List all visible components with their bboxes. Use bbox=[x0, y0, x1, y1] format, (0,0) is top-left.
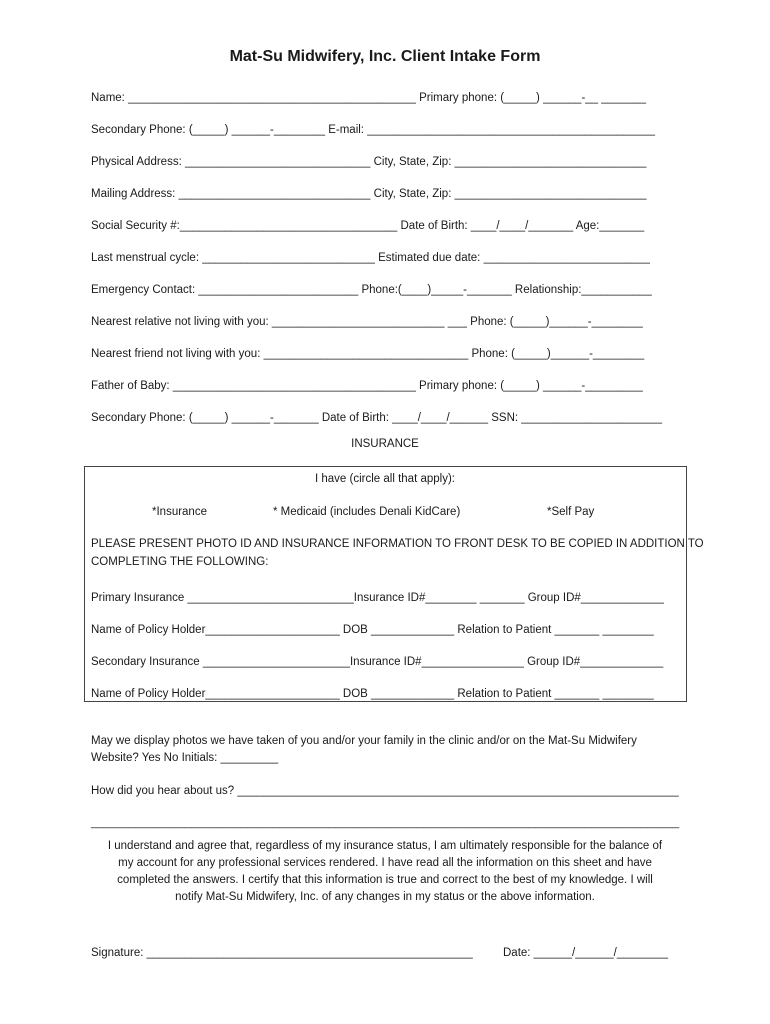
menstrual-due-date-text: Last menstrual cycle: ___________________________ Estimated due date: __________________________ bbox=[91, 252, 650, 264]
nearest-friend-text: Nearest friend not living with you: ________________________________ Phone: (_____)______-________ bbox=[91, 348, 645, 360]
menstrual-due-date-row[interactable] bbox=[91, 246, 679, 264]
secondary-insurance-row[interactable] bbox=[91, 650, 679, 668]
policy-holder-text-1: Name of Policy Holder_____________________ DOB _____________ Relation to Patient _______ ________ bbox=[91, 624, 654, 636]
ssn-dob-age-text: Social Security #:__________________________________ Date of Birth: ____/____/_______ Age:_______ bbox=[91, 220, 645, 232]
blank-line-text: ______________________________________________________________________________________________ bbox=[91, 817, 680, 829]
nearest-relative-row[interactable] bbox=[91, 310, 679, 328]
physical-address-text: Physical Address: _____________________________ City, State, Zip: ______________________________ bbox=[91, 156, 647, 168]
photos-consent-line1: May we display photos we have taken of you and/or your family in the clinic and/or on the Mat-Su Midwifery bbox=[91, 735, 637, 747]
policy-holder-row-1[interactable] bbox=[91, 618, 679, 636]
insurance-option[interactable]: *Insurance bbox=[152, 506, 207, 518]
agreement-line-3: completed the answers. I certify that this information is true and correct to the best of my knowledge. I will bbox=[117, 874, 653, 886]
primary-insurance-text: Primary Insurance __________________________Insurance ID#________ _______ Group ID#_____________ bbox=[91, 592, 664, 604]
father-secondary-phone-row[interactable] bbox=[91, 406, 679, 424]
mailing-address-text: Mailing Address: ______________________________ City, State, Zip: ______________________________ bbox=[91, 188, 647, 200]
nearest-relative-text: Nearest relative not living with you: ___________________________ ___ Phone: (_____)______-________ bbox=[91, 316, 643, 328]
photo-id-notice-line1: PLEASE PRESENT PHOTO ID AND INSURANCE INFORMATION TO FRONT DESK TO BE COPIED IN ADDITION TO bbox=[91, 538, 704, 550]
policy-holder-text-2: Name of Policy Holder_____________________ DOB _____________ Relation to Patient _______ ________ bbox=[91, 688, 654, 700]
form-title: Mat-Su Midwifery, Inc. Client Intake Form bbox=[229, 48, 541, 65]
signature-field[interactable]: Signature: ___________________________________________________ bbox=[91, 947, 473, 959]
name-row[interactable] bbox=[91, 86, 679, 104]
medicaid-option[interactable]: * Medicaid (includes Denali KidCare) bbox=[273, 506, 461, 518]
circle-all-instruction: I have (circle all that apply): bbox=[315, 473, 455, 485]
ssn-dob-age-row[interactable] bbox=[91, 214, 679, 232]
photo-id-notice-line2: COMPLETING THE FOLLOWING: bbox=[91, 556, 269, 568]
how-heard-row[interactable] bbox=[91, 779, 679, 797]
agreement-line-2: my account for any professional services rendered. I have read all the information on this sheet and have bbox=[118, 857, 652, 869]
date-field[interactable]: Date: ______/______/________ bbox=[503, 947, 668, 959]
photos-consent-line2[interactable]: Website? Yes No Initials: _________ bbox=[91, 752, 279, 764]
nearest-friend-row[interactable] bbox=[91, 342, 679, 360]
insurance-heading: INSURANCE bbox=[351, 438, 419, 450]
blank-line-row[interactable] bbox=[91, 811, 679, 829]
secondary-phone-email-text: Secondary Phone: (_____) ______-________ E-mail: _____________________________________________ bbox=[91, 124, 655, 136]
mailing-address-row[interactable] bbox=[91, 182, 679, 200]
father-of-baby-text: Father of Baby: ______________________________________ Primary phone: (_____) ______-_________ bbox=[91, 380, 643, 392]
policy-holder-row-2[interactable] bbox=[91, 682, 679, 700]
agreement-line-1: I understand and agree that, regardless of my insurance status, I am ultimately responsible for the balance of bbox=[107, 840, 663, 852]
primary-insurance-row[interactable] bbox=[91, 586, 679, 604]
physical-address-row[interactable] bbox=[91, 150, 679, 168]
self-pay-option[interactable]: *Self Pay bbox=[547, 506, 595, 518]
how-heard-text: How did you hear about us? _____________________________________________________________________ bbox=[91, 785, 679, 797]
emergency-contact-row[interactable] bbox=[91, 278, 679, 296]
secondary-phone-email-row[interactable] bbox=[91, 118, 679, 136]
father-secondary-phone-text: Secondary Phone: (_____) ______-_______ Date of Birth: ____/____/______ SSN: ______________________ bbox=[91, 412, 662, 424]
emergency-contact-text: Emergency Contact: _________________________ Phone:(____)_____-_______ Relationship:___________ bbox=[91, 284, 652, 296]
secondary-insurance-text: Secondary Insurance _______________________Insurance ID#________________ Group ID#_____________ bbox=[91, 656, 664, 668]
father-of-baby-row[interactable] bbox=[91, 374, 679, 392]
agreement-line-4: notify Mat-Su Midwifery, Inc. of any changes in my status or the above information. bbox=[175, 891, 595, 903]
name-row-text: Name: _____________________________________________ Primary phone: (_____) ______-__ _______ bbox=[91, 92, 647, 104]
